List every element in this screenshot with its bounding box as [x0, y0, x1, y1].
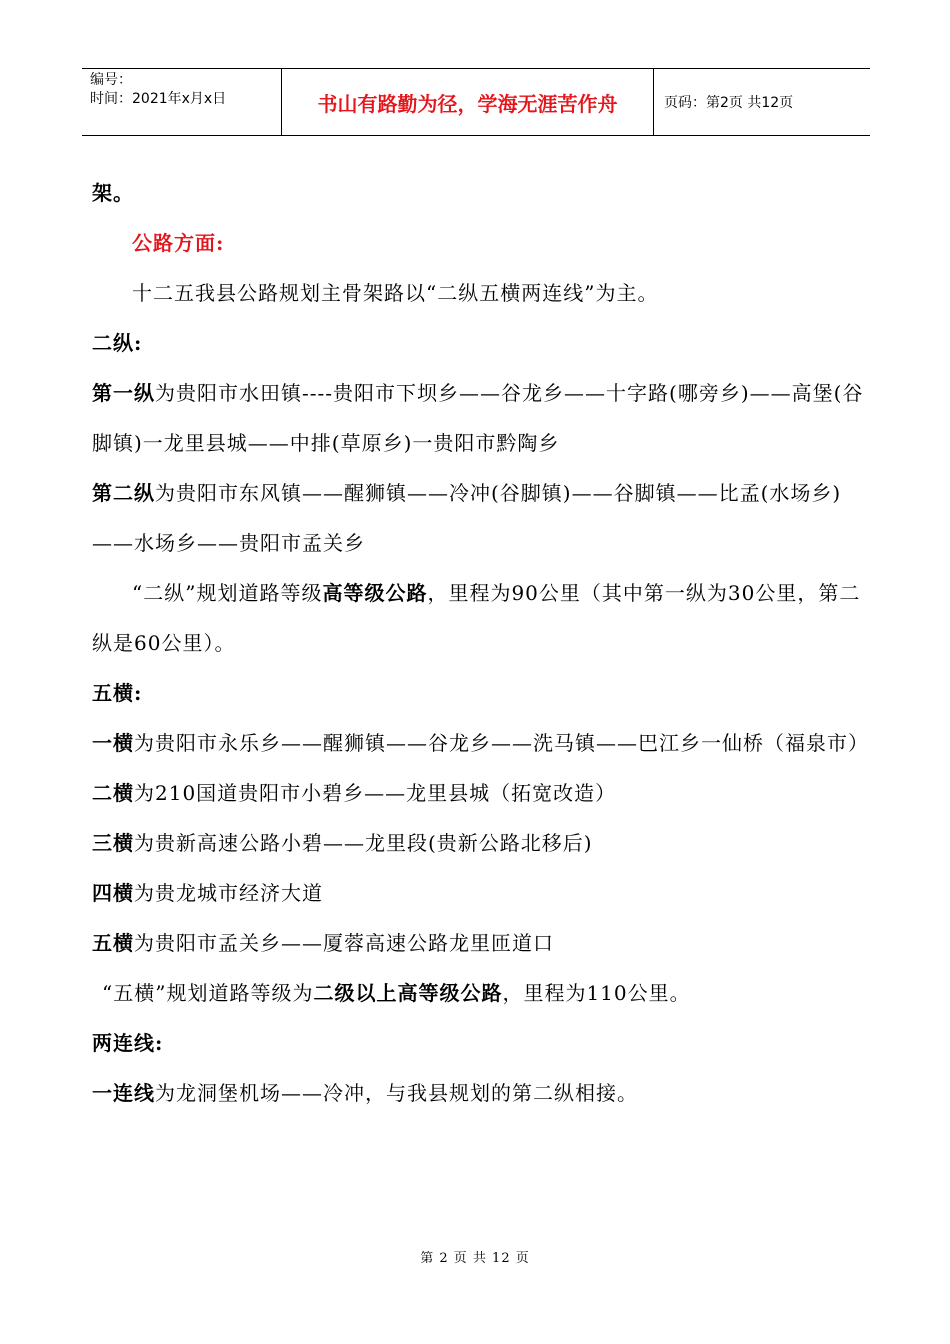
- zong2-lead: 第二纵: [92, 481, 155, 505]
- header-meta: [82, 69, 282, 135]
- zong-summary: [92, 568, 870, 668]
- intro-paragraph: 十二五我县公路规划主骨架路以“二纵五横两连线”为主。: [132, 281, 659, 305]
- heng5-lead: 五横: [92, 931, 134, 955]
- heng5-paragraph: [92, 918, 870, 968]
- link1-text: 为龙洞堡机场——冷冲，与我县规划的第二纵相接。: [155, 1081, 638, 1105]
- link1-lead: 一连线: [92, 1081, 155, 1105]
- heng4-text: 为贵龙城市经济大道: [134, 881, 323, 905]
- heng2-lead: 二横: [92, 781, 134, 805]
- section-heading-road: 公路方面:: [132, 231, 225, 255]
- zong1-paragraph: [92, 368, 870, 468]
- page-header: [82, 68, 870, 136]
- heng1-text: 为贵阳市永乐乡——醒狮镇——谷龙乡——洗马镇——巴江乡一仙桥（福泉市）: [134, 731, 869, 755]
- document-body: [92, 168, 870, 1118]
- heng1-paragraph: [92, 718, 870, 768]
- zong2-paragraph: [92, 468, 870, 568]
- zong-summary-part-a: “二纵”规划道路等级: [132, 581, 323, 605]
- heng4-paragraph: [92, 868, 870, 918]
- heng1-lead: 一横: [92, 731, 134, 755]
- heng2-text: 为210国道贵阳市小碧乡——龙里县城（拓宽改造）: [134, 781, 617, 805]
- section-heading-link: 两连线:: [92, 1031, 164, 1055]
- heng-summary: [92, 968, 870, 1018]
- link1-paragraph: [92, 1068, 870, 1118]
- header-page-number: 页码：第2页 共12页: [664, 95, 794, 111]
- heng2-paragraph: [92, 768, 870, 818]
- heng5-text: 为贵阳市孟关乡——厦蓉高速公路龙里匝道口: [134, 931, 554, 955]
- heng3-text: 为贵新高速公路小碧——龙里段(贵新公路北移后): [134, 831, 593, 855]
- heng-summary-part-c: ，里程为110公里。: [502, 981, 691, 1005]
- header-number: 编号：: [90, 72, 132, 88]
- page-footer: 第 2 页 共 12 页: [420, 1251, 530, 1266]
- header-time: 时间：2021年x月x日: [90, 91, 227, 107]
- heng-summary-grade: 二级以上高等级公路: [313, 981, 503, 1005]
- heng3-paragraph: [92, 818, 870, 868]
- zong1-lead: 第一纵: [92, 381, 155, 405]
- section-heading-zong: 二纵:: [92, 331, 143, 355]
- header-motto: 书山有路勤为径，学海无涯苦作舟: [282, 69, 654, 135]
- zong-summary-part-c: ，里程为90公里（其中第一纵为30公里，第二纵是60公里）。: [92, 581, 861, 655]
- section-heading-heng: 五横:: [92, 681, 143, 705]
- zong1-text: 为贵阳市水田镇----贵阳市下坝乡——谷龙乡——十字路(哪旁乡)——高堡(谷脚镇)一龙里县城——中排(草原乡)一贵阳市黔陶乡: [92, 381, 864, 455]
- zong-summary-grade: 高等级公路: [322, 581, 428, 605]
- heng4-lead: 四横: [92, 881, 134, 905]
- heng3-lead: 三横: [92, 831, 134, 855]
- zong2-text: 为贵阳市东风镇——醒狮镇——冷冲(谷脚镇)——谷脚镇——比孟(水场乡)——水场乡——贵阳市孟关乡: [92, 481, 842, 555]
- heng-summary-part-a: “五横”规划道路等级为: [102, 981, 314, 1005]
- paragraph-fragment: 架。: [92, 181, 134, 205]
